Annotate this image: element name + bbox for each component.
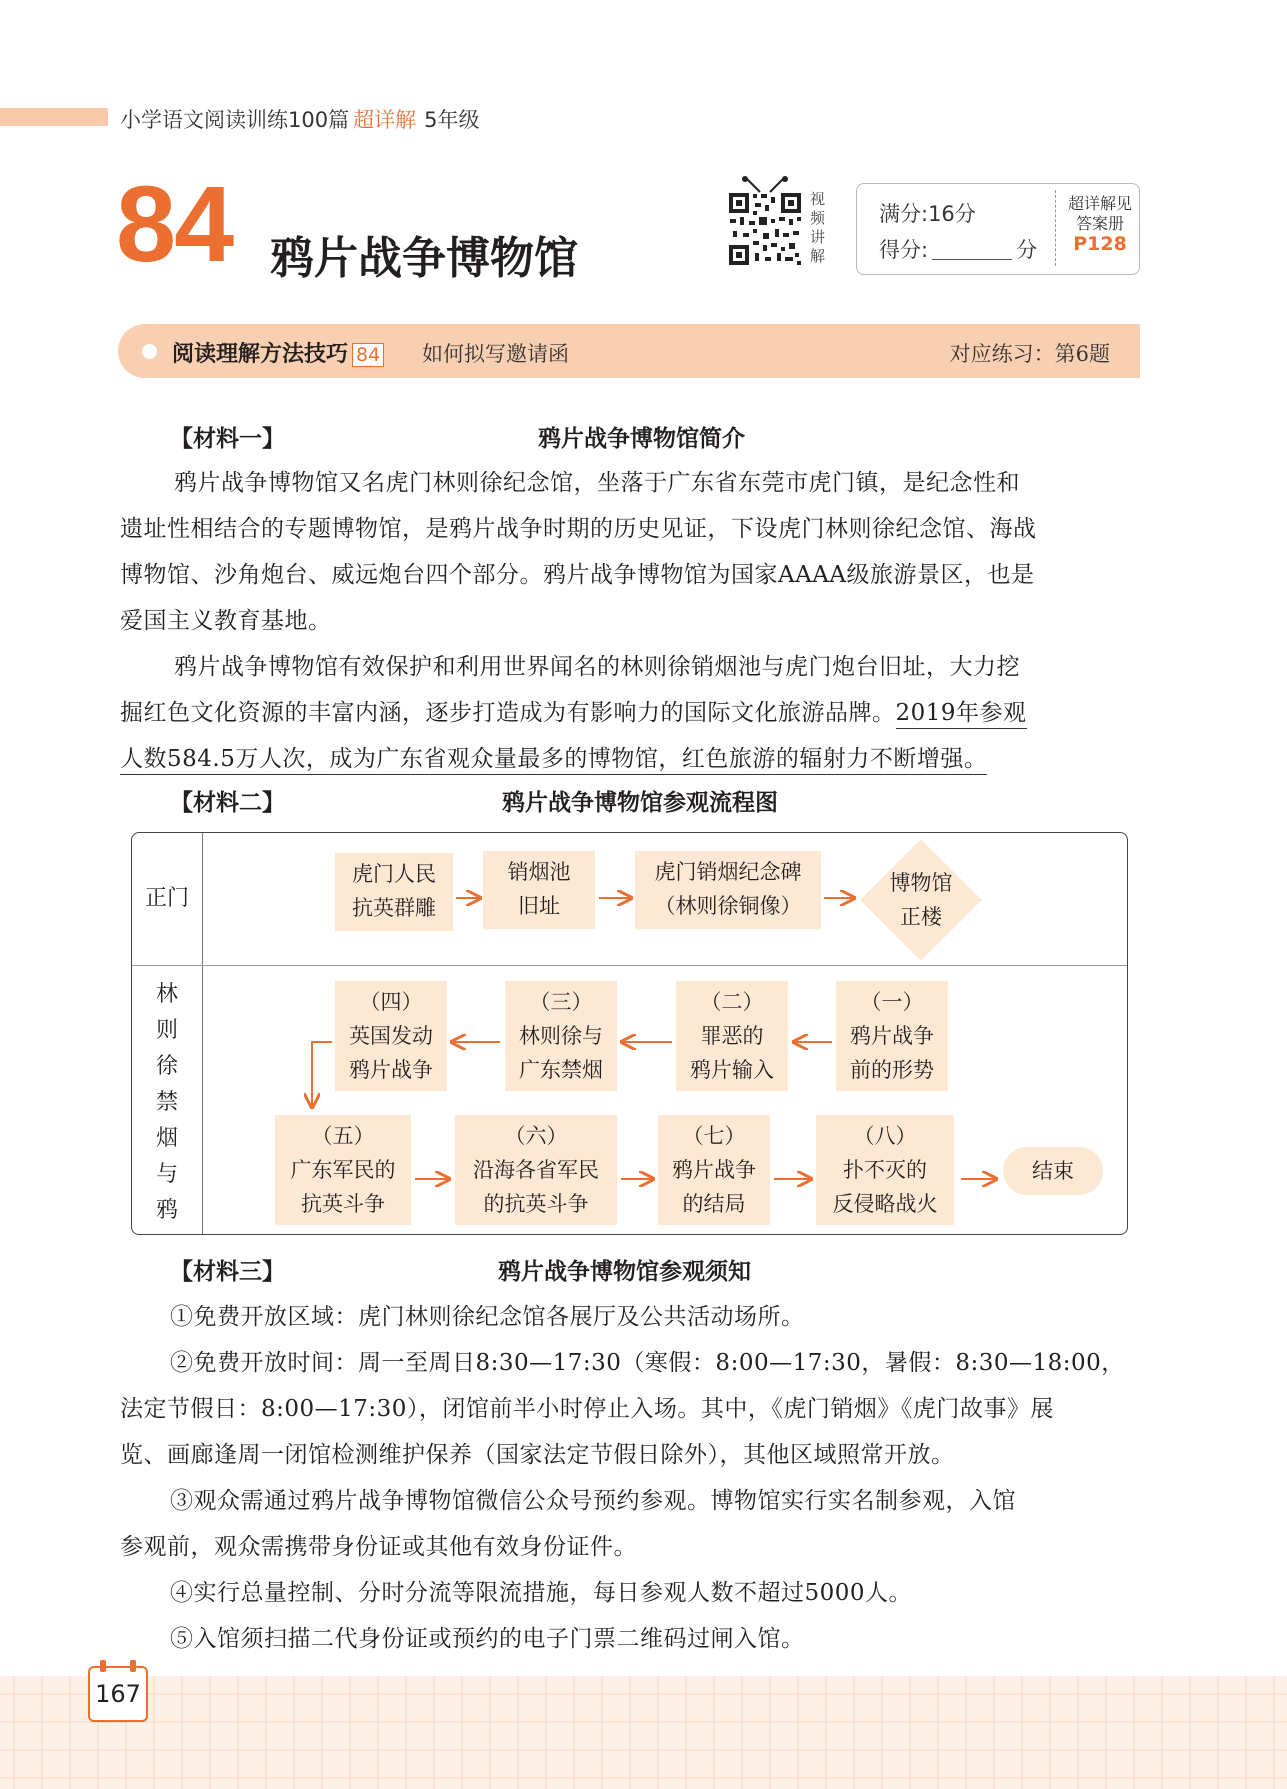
visit-flowchart: [131, 832, 1128, 1235]
material1-label: 【材料一】: [170, 426, 285, 452]
flow-arrows: [132, 833, 1127, 1234]
m3-line: ②免费开放时间：周一至周日8:30—17:30（寒假：8:00—17:30，暑假：8:30—18:00，: [170, 1350, 1125, 1376]
score-blank[interactable]: [932, 259, 1012, 260]
m1-line: [120, 740, 987, 773]
row-label-gate: 正门: [144, 886, 189, 911]
method-label: 阅读理解方法技巧: [172, 342, 349, 367]
m3-line: 览、画廊逢周一闭馆检测维护保养（国家法定节假日除外），其他区域照常开放。: [120, 1442, 955, 1468]
arrow-down-icon: [312, 1042, 332, 1107]
calendar-ring-icon: [100, 1660, 106, 1672]
m1-line: 遗址性相结合的专题博物馆，是鸦片战争时期的历史见证，下设虎门林则徐纪念馆、海战: [120, 516, 1037, 542]
page-number: 167: [95, 1680, 141, 1708]
material1-title: 鸦片战争博物馆简介: [538, 426, 745, 452]
book-title: 小学语文阅读训练100篇: [120, 108, 350, 132]
m1-line: 爱国主义教育基地。: [120, 608, 332, 634]
footer-grid-pattern: [0, 1676, 1287, 1789]
m3-line: ④实行总量控制、分时分流等限流措施，每日参观人数不超过5000人。: [170, 1580, 913, 1606]
video-label: 视频讲解: [810, 190, 826, 265]
score-field: 得分: 分: [879, 238, 1038, 262]
material2-label: 【材料二】: [170, 790, 285, 816]
m3-line: ①免费开放区域：虎门林则徐纪念馆各展厅及公共活动场所。: [170, 1304, 805, 1330]
m3-line: 参观前，观众需携带身份证或其他有效身份证件。: [120, 1534, 637, 1560]
calendar-ring-icon: [130, 1660, 136, 1672]
method-exercise: 对应练习：第6题: [949, 342, 1110, 366]
m1-line: 鸦片战争博物馆又名虎门林则徐纪念馆，坐落于广东省东莞市虎门镇，是纪念性和: [174, 470, 1020, 496]
score-divider: [1055, 190, 1056, 266]
exhibit-1: （一） 鸦片战争 前的形势: [836, 981, 948, 1091]
m1-line: 掘红色文化资源的丰富内涵，逐步打造成为有影响力的国际文化旅游品牌。2019年参观: [120, 694, 1027, 727]
score-box: [856, 183, 1140, 275]
lesson-number: 84: [116, 163, 233, 284]
exhibit-7: （七） 鸦片战争 的结局: [658, 1115, 770, 1225]
book-highlight: 超详解: [353, 108, 417, 132]
book-header: [120, 104, 479, 134]
exhibit-8: （八） 扑不灭的 反侵略战火: [816, 1115, 954, 1225]
flow-end: 结束: [1003, 1147, 1103, 1195]
answer-reference: 超详解见 答案册 P128: [1067, 194, 1132, 255]
page-number-box: [88, 1666, 148, 1722]
lesson-title: 鸦片战争博物馆: [270, 233, 578, 284]
m3-line: ⑤入馆须扫描二代身份证或预约的电子门票二维码过闸入馆。: [170, 1626, 805, 1652]
method-tip-bar: [118, 324, 1140, 378]
material3-title: 鸦片战争博物馆参观须知: [498, 1259, 751, 1285]
exhibit-2: （二） 罪恶的 鸦片输入: [676, 981, 788, 1091]
m1-line: 鸦片战争博物馆有效保护和利用世界闻名的林则徐销烟池与虎门炮台旧址，大力挖: [174, 654, 1020, 680]
exhibit-4: （四） 英国发动 鸦片战争: [335, 981, 447, 1091]
qr-code-icon[interactable]: [727, 191, 803, 267]
exhibit-3: （三） 林则徐与 广东禁烟: [505, 981, 617, 1091]
exhibit-6: （六） 沿海各省军民 的抗英斗争: [455, 1115, 617, 1225]
method-number: 84: [352, 343, 384, 367]
bullet-icon: [142, 344, 157, 359]
underlined-text: 人数584.5万人次，成为广东省观众量最多的博物馆，红色旅游的辐射力不断增强。: [120, 746, 987, 775]
step-smoke-pool: 销烟池 旧址: [483, 851, 595, 929]
tv-antenna-icon: [738, 176, 792, 194]
step-monument: 虎门销烟纪念碑 （林则徐铜像）: [635, 851, 821, 929]
underlined-text: 2019年参观: [896, 700, 1027, 729]
full-score: 满分:16分: [879, 202, 976, 226]
material3-label: 【材料三】: [170, 1259, 285, 1285]
m3-line: ③观众需通过鸦片战争博物馆微信公众号预约参观。博物馆实行实名制参观，入馆: [170, 1488, 1016, 1514]
m3-line: 法定节假日：8:00—17:30），闭馆前半小时停止入场。其中，《虎门销烟》《虎门故事》展: [120, 1396, 1054, 1422]
material2-title: 鸦片战争博物馆参观流程图: [502, 790, 778, 816]
method-topic: 如何拟写邀请函: [422, 342, 569, 366]
step-main-building: 博物馆 正楼: [859, 838, 983, 962]
header-accent-bar: [0, 108, 108, 126]
step-group-sculpture: 虎门人民 抗英群雕: [335, 853, 453, 931]
m1-line: 博物馆、沙角炮台、威远炮台四个部分。鸦片战争博物馆为国家AAAA级旅游景区，也是: [120, 562, 1035, 588]
exhibit-5: （五） 广东军民的 抗英斗争: [275, 1115, 411, 1225]
row-label-exhibition: 林则徐禁烟与鸦: [155, 982, 178, 1223]
book-grade: 5年级: [424, 108, 480, 132]
